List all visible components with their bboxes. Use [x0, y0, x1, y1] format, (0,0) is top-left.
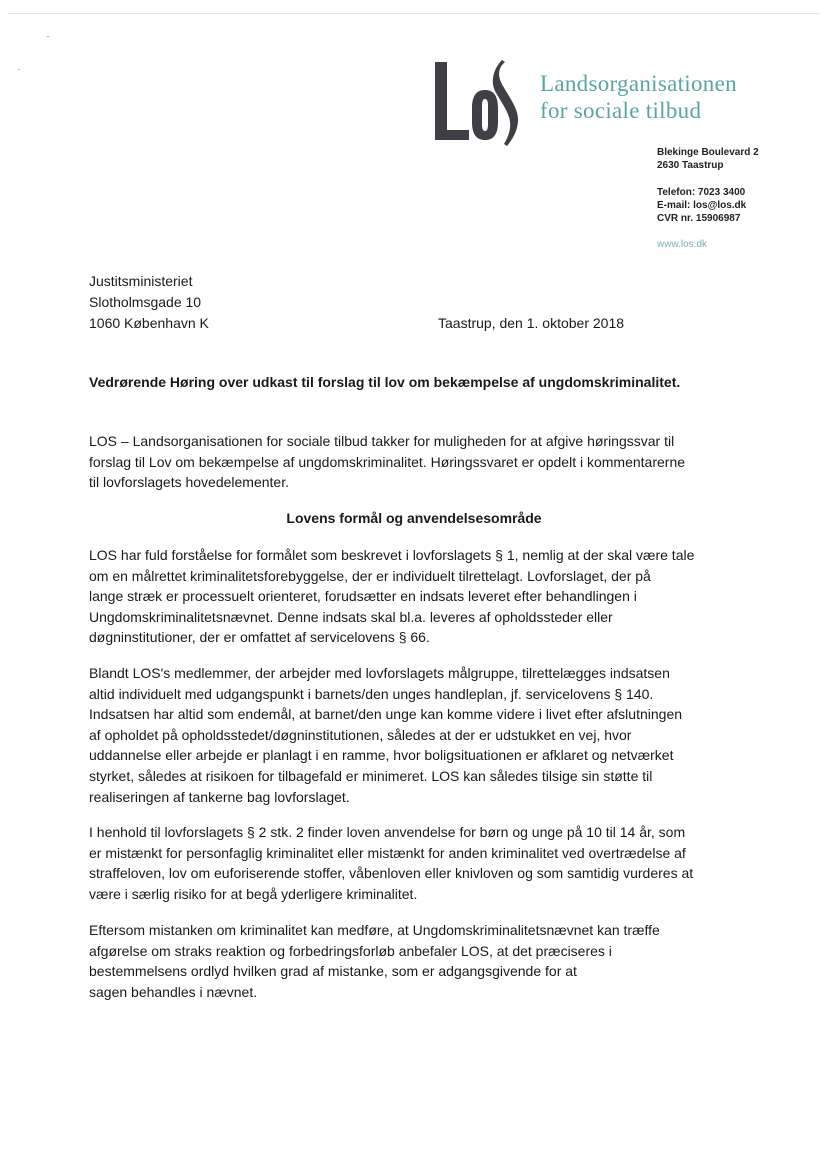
text-line: lange stræk er processuelt orienteret, forudsætter en indsats leveret efter behandlingen i: [89, 588, 637, 605]
text-line: forslag til Lov om bekæmpelse af ungdomskriminalitet. Høringssvaret er opdelt i kommentarerne: [89, 453, 686, 470]
text-line: er mistænkt for personfaglig kriminalitet eller mistænkt for anden kriminalitet ved overtrædelse af: [89, 844, 686, 861]
text-line: realiseringen af tankerne bag lovforslaget.: [89, 788, 350, 805]
body-paragraph-3: [89, 822, 749, 904]
address-line2: 2630 Taastrup: [657, 160, 724, 171]
text-line: I henhold til lovforslagets § 2 stk. 2 finder loven anvendelse for børn og unge på 10 til 14 år, som: [89, 824, 686, 840]
recipient-address: [89, 271, 209, 334]
text-line: LOS – Landsorganisationen for sociale tilbud takker for muligheden for at afgive høringssvar til: [89, 433, 675, 449]
intro-paragraph: [89, 431, 749, 493]
text-line: til lovforslagets hovedelementer.: [89, 474, 289, 491]
text-line: uddannelse eller arbejde er planlagt i en ramme, hvor boligsituationen er afklaret og netværket: [89, 747, 674, 764]
text-line: styrket, således at risikoen for tilbagefald er minimeret. LOS kan således tilsige sin støtte til: [89, 767, 653, 784]
text-line: straffeloven, lov om euforiserende stoffer, våbenloven eller knivloven og som samtidig vurderes at: [89, 865, 694, 882]
cvr-number: CVR nr. 15906987: [657, 213, 741, 224]
website-link[interactable]: www.los.dk: [657, 239, 708, 250]
address-line1: Blekinge Boulevard 2: [657, 147, 759, 158]
section-heading: Lovens formål og anvendelsesområde: [286, 510, 542, 526]
text-line: være i særlig risiko for at begå yderligere kriminalitet.: [89, 885, 418, 902]
email: E-mail: los@los.dk: [657, 200, 747, 211]
text-line: sagen behandles i nævnet.: [89, 983, 258, 1000]
text-line: Blandt LOS's medlemmer, der arbejder med lovforslagets målgruppe, tilrettelægges indsatsen: [89, 665, 670, 681]
contact-block: [657, 146, 759, 251]
text-line: altid individuelt med udgangspunkt i barnets/den unges handleplan, jf. servicelovens § 140.: [89, 685, 654, 702]
text-line: afgørelse om straks reaktion og forbedringsforløb anbefaler LOS, at det præciseres i: [89, 942, 612, 959]
scan-speck: [47, 36, 49, 37]
recipient-line1: Justitsministeriet: [89, 273, 193, 289]
text-line: af opholdet på opholdsstedet/døgninstitutionen, således at der er udstukket en vej, hvor: [89, 726, 632, 743]
org-name-line2: for sociale tilbud: [540, 98, 702, 123]
body-paragraph-2: [89, 663, 749, 807]
text-line: Eftersom mistanken om kriminalitet kan medføre, at Ungdomskriminalitetsnævnet kan træffe: [89, 922, 660, 938]
text-line: Ungdomskriminalitetsnævnet. Denne indsats skal bl.a. leveres af opholdssteder eller: [89, 608, 613, 625]
body-paragraph-4: [89, 920, 749, 1002]
subject-line: Vedrørende Høring over udkast til forslag til lov om bekæmpelse af ungdomskriminalitet.: [89, 374, 681, 390]
text-line: Indsatsen har altid som endemål, at barnet/den unge kan komme videre i livet efter afslutningen: [89, 706, 683, 723]
body-paragraph-1: [89, 545, 749, 648]
organisation-name: [540, 70, 737, 124]
los-logo-mark-icon: [425, 58, 525, 148]
date-line: Taastrup, den 1. oktober 2018: [438, 315, 625, 331]
page-top-rule: [8, 13, 820, 14]
recipient-line3: 1060 København K: [89, 315, 209, 331]
org-name-line1: Landsorganisationen: [540, 71, 737, 96]
phone: Telefon: 7023 3400: [657, 187, 746, 198]
scan-speck: [18, 69, 20, 70]
text-line: LOS har fuld forståelse for formålet som beskrevet i lovforslagets § 1, nemlig at der skal være tale: [89, 547, 695, 563]
text-line: om en målrettet kriminalitetsforebyggelse, der er individuelt tilrettelagt. Lovforslaget, der på: [89, 567, 651, 584]
text-line: bestemmelsens ordlyd hvilken grad af mistanke, som er adgangsgivende for at: [89, 963, 577, 980]
text-line: døgninstitutioner, der er omfattet af servicelovens § 66.: [89, 629, 430, 646]
recipient-line2: Slotholmsgade 10: [89, 294, 202, 310]
